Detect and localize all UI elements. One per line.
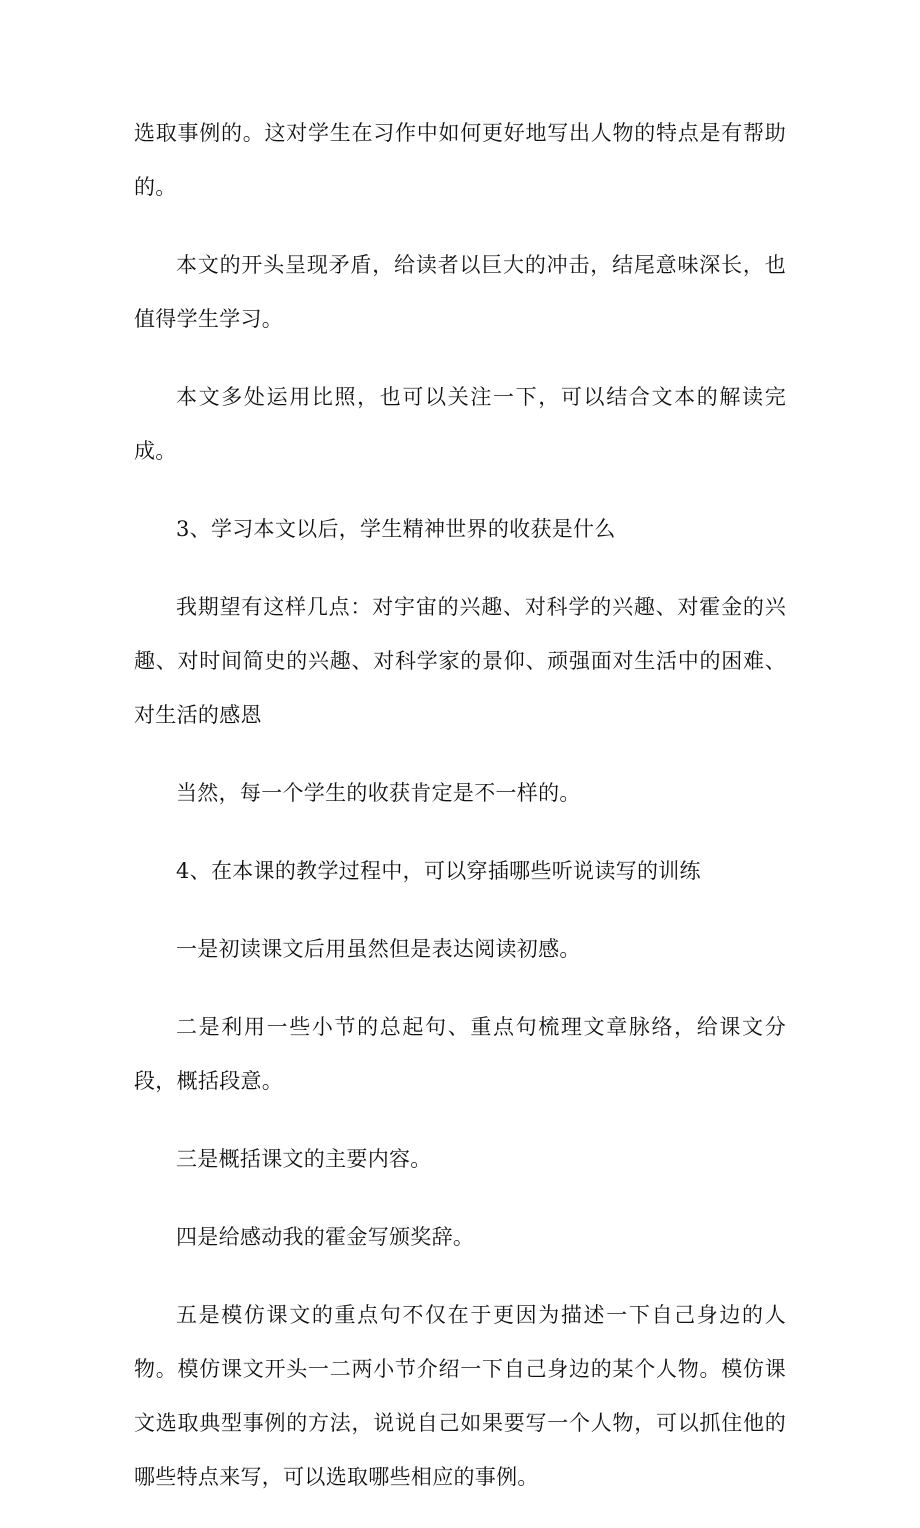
- list-item-3: 三是概括课文的主要内容。: [176, 1147, 432, 1171]
- heading-question-3: 3、学习本文以后，学生精神世界的收获是什么: [176, 517, 616, 541]
- list-item-5: 五是模仿课文的重点句不仅在于更因为描述一下自己身边的人物。模仿课文开头一二两小节介绍一下自己身边的某个人物。模仿课文选取典型事例的方法，说说自己如果要写一个人物，可以抓住他的哪些特点来写，可以选取哪些相应的事例。: [134, 1303, 786, 1489]
- heading-question-4: 4、在本课的教学过程中，可以穿插哪些听说读写的训练: [176, 859, 701, 883]
- paragraph-different-gains: 当然，每一个学生的收获肯定是不一样的。: [176, 781, 581, 805]
- list-item-2: 二是利用一些小节的总起句、重点句梳理文章脉络，给课文分段，概括段意。: [134, 1015, 786, 1093]
- list-item-4: 四是给感动我的霍金写颁奖辞。: [176, 1225, 475, 1249]
- list-item-1: 一是初读课文后用虽然但是表达阅读初感。: [176, 937, 581, 961]
- paragraph-opening-ending: 本文的开头呈现矛盾，给读者以巨大的冲击，结尾意味深长，也值得学生学习。: [134, 253, 786, 331]
- paragraph-continuation: 选取事例的。这对学生在习作中如何更好地写出人物的特点是有帮助的。: [134, 121, 786, 199]
- document-body: [134, 106, 786, 1528]
- paragraph-comparison: 本文多处运用比照，也可以关注一下，可以结合文本的解读完成。: [134, 385, 786, 463]
- paragraph-expectations: 我期望有这样几点：对宇宙的兴趣、对科学的兴趣、对霍金的兴趣、对时间简史的兴趣、对科学家的景仰、顽强面对生活中的困难、对生活的感恩: [134, 595, 786, 727]
